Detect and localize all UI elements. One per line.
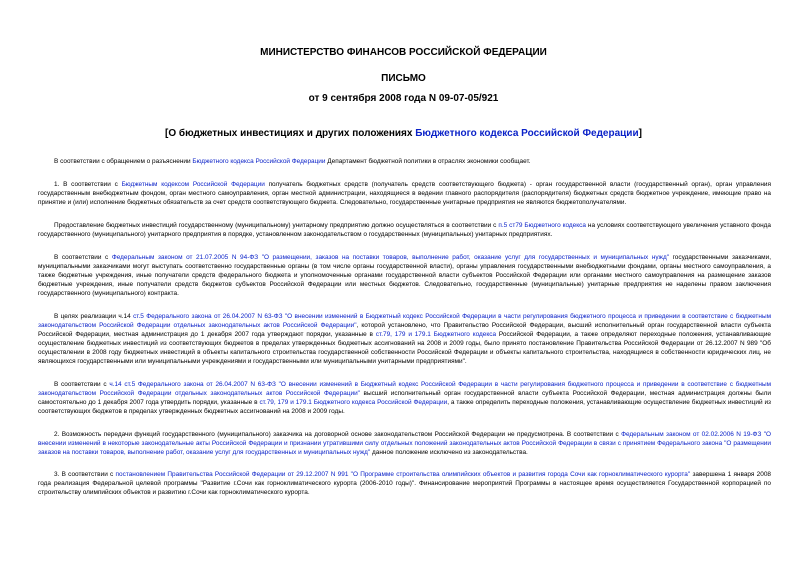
subject-close: ]	[638, 128, 642, 139]
paragraph-1	[38, 180, 771, 207]
link-government-decree-991[interactable]: постановлением Правительства Российской Федерации от 29.12.2007 N 991 "О Программе строительства олимпийских объектов и развития города Сочи как горноклиматического курорта"	[115, 471, 691, 478]
paragraph-2	[38, 221, 771, 239]
link-articles-79-179-code[interactable]: ст.79, 179 и 179.1 Бюджетного кодекса Российской Федерации	[259, 399, 448, 406]
text: Предоставление бюджетных инвестиций государственному (муниципальному) унитарному предприятию должно осуществляться в соответствии с	[54, 222, 499, 229]
link-federal-law-63-part-14[interactable]: ч.14 ст.5 Федерального закона от 26.04.2007 N 63-ФЗ "О внесении изменений в Бюджетный кодекс Российской Федерации в части регулирования бюджетного процесса и приведении в соответствие с бюджетным законодательством Российской Федерации отдельных законодательных актов Российской Федерации"	[38, 381, 772, 397]
paragraph-5	[38, 380, 771, 416]
paragraph-4	[38, 312, 771, 366]
text: на условиях соответствующего увеличения уставного фонда государственного (муниципального) унитарного предприятия в порядке, установленном законодательством о государственных (муниципальных) унитарных предприятиях.	[38, 222, 771, 238]
text: 3. В соответствии с	[54, 471, 116, 478]
text: В соответствии с	[54, 254, 112, 261]
ministry-heading: МИНИСТЕРСТВО ФИНАНСОВ РОССИЙСКОЙ ФЕДЕРАЦИИ	[260, 47, 547, 58]
text: В соответствии с обращением о разъяснении	[54, 158, 193, 165]
paragraph-intro	[38, 157, 771, 166]
link-federal-law-63[interactable]: ст.5 Федерального закона от 26.04.2007 N 63-ФЗ "О внесении изменений в Бюджетный кодекс Российской Федерации в части регулирования бюджетного процесса и приведении в соответствие с бюджетным законодательством Российской Федерации отдельных законодательных актов Российской Федерации"	[38, 313, 771, 329]
text: 2. Возможность передачи функций государственного (муниципального) заказчика на договорной основе законодательством Российской Федерации не предусмотрена. В соответствии с	[54, 431, 622, 438]
text: получатель бюджетных средств (получатель средств соответствующего бюджета) - орган государственной власти (государственный орган), орган управления государственным внебюджетным фондом, орган местного самоуправления, орган местной администрации, находящиеся в ведении главного распорядителя (распорядителя) бюджетных средств бюджетное учреждение, имеющие право на принятие и (или) исполнение бюджетных обязательств за счет средств соответствующего бюджета. Следовательно, государственные унитарные предприятия не являются бюджетополучателями.	[38, 181, 771, 206]
link-federal-law-94[interactable]: Федеральным законом от 21.07.2005 N 94-ФЗ "О размещении, заказов на поставки товаров, выполнение работ, оказание услуг для государственных и муниципальных нужд"	[111, 254, 670, 261]
subject-link[interactable]: Бюджетного кодекса Российской Федерации	[415, 128, 639, 139]
document-body	[38, 157, 771, 511]
text: данное положение исключено из законодательства.	[370, 449, 528, 456]
text: , которой установлено, что Правительство Российской Федерации, высший исполнительный орган государственной власти субъекта Российской Федерации, местная администрация до 1 декабря 2007 года утверждают порядки, указанные в	[38, 322, 772, 338]
text: Департамент бюджетной политики в отраслях экономики сообщает.	[325, 158, 531, 165]
text: 1. В соответствии с	[54, 181, 122, 188]
text: завершена 1 января 2008 года реализация Федеральной целевой программы "Развитие г.Сочи как горноклиматического курорта (2006-2010 годы)". Финансирование мероприятий Программы в настоящее время осуществляется Государственной корпорацией по строительству олимпийских объектов и развитию г.Сочи как горноклиматического курорта.	[38, 471, 771, 496]
paragraph-6	[38, 430, 771, 457]
text: , а также определить переходные положения, устанавливающие осуществление бюджетных инвестиций из соответствующих бюджетов в пределах утвержденных бюджетных ассигнований на 2008 и 2009 годы.	[38, 399, 771, 415]
link-federal-law-19[interactable]: Федеральным законом от 02.02.2006 N 19-ФЗ "О внесении изменений в некоторые законодательные акты Российской Федерации и признании утратившими силу отдельных положений законодательных актов Российской Федерации в связи с принятием Федерального закона "О размещении заказов на поставки товаров, выполнение работ, оказание услуг для государственных и муниципальных нужд"	[38, 431, 771, 456]
text: высший исполнительный орган государственной власти субъекта Российской Федерации, местная администрация должны были самостоятельно до 1 декабря 2007 года утвердить порядки, указанные в	[38, 390, 772, 406]
link-budget-code[interactable]: Бюджетного кодекса Российской Федерации	[192, 158, 326, 165]
document-type: ПИСЬМО	[381, 73, 426, 84]
document-date: от 9 сентября 2008 года N 09-07-05/921	[308, 93, 499, 104]
text: Российской Федерации, а также определяют переходные положения, устанавливающие осуществление бюджетных инвестиций из соответствующих бюджетов в пределах утвержденных бюджетных ассигнований на 2008 и 2009 годы, было принято постановление Правительства Российской Федерации от 26.12.2007 N 989 "Об осуществлении в 2008 году бюджетных инвестиций в объекты капитального строительства государственной собственности Российской Федерации и объекты капитального строительства, находящиеся в собственности юридических лиц, не являющихся государственными или муниципальными учреждениями и государственными или муниципальными унитарными предприятиями".	[38, 331, 771, 365]
text: В соответствии с	[54, 381, 110, 388]
text: государственными заказчиками, муниципальными заказчиками могут выступать соответственно государственные органы (в том числе органы государственной власти), органы управления государственными внебюджетными фондами, органы местного самоуправления, а также бюджетные учреждения, иные получатели средств федерального бюджета и уполномоченные органами государственной власти субъектов Российской Федерации или органами местного самоуправления на размещение заказов бюджетные учреждения, иные получатели средств бюджетов субъектов Российской Федерации или местных бюджетов. Следовательно, государственные (муниципальные) унитарные предприятия не наделены правом заключения государственного (муниципального) контракта.	[38, 254, 771, 297]
subject-open: [О бюджетных инвестициях и других положениях	[165, 128, 416, 139]
paragraph-3	[38, 253, 771, 298]
text: В целях реализации ч.14	[54, 313, 134, 320]
link-budget-code[interactable]: Бюджетным кодексом Российской Федерации	[121, 181, 265, 188]
link-articles-79-179[interactable]: ст.79, 179 и 179.1 Бюджетного кодекса	[375, 331, 497, 338]
link-article-79[interactable]: п.5 ст79 Бюджетного кодекса	[498, 222, 586, 229]
document-subject	[0, 128, 807, 139]
paragraph-7	[38, 470, 771, 497]
